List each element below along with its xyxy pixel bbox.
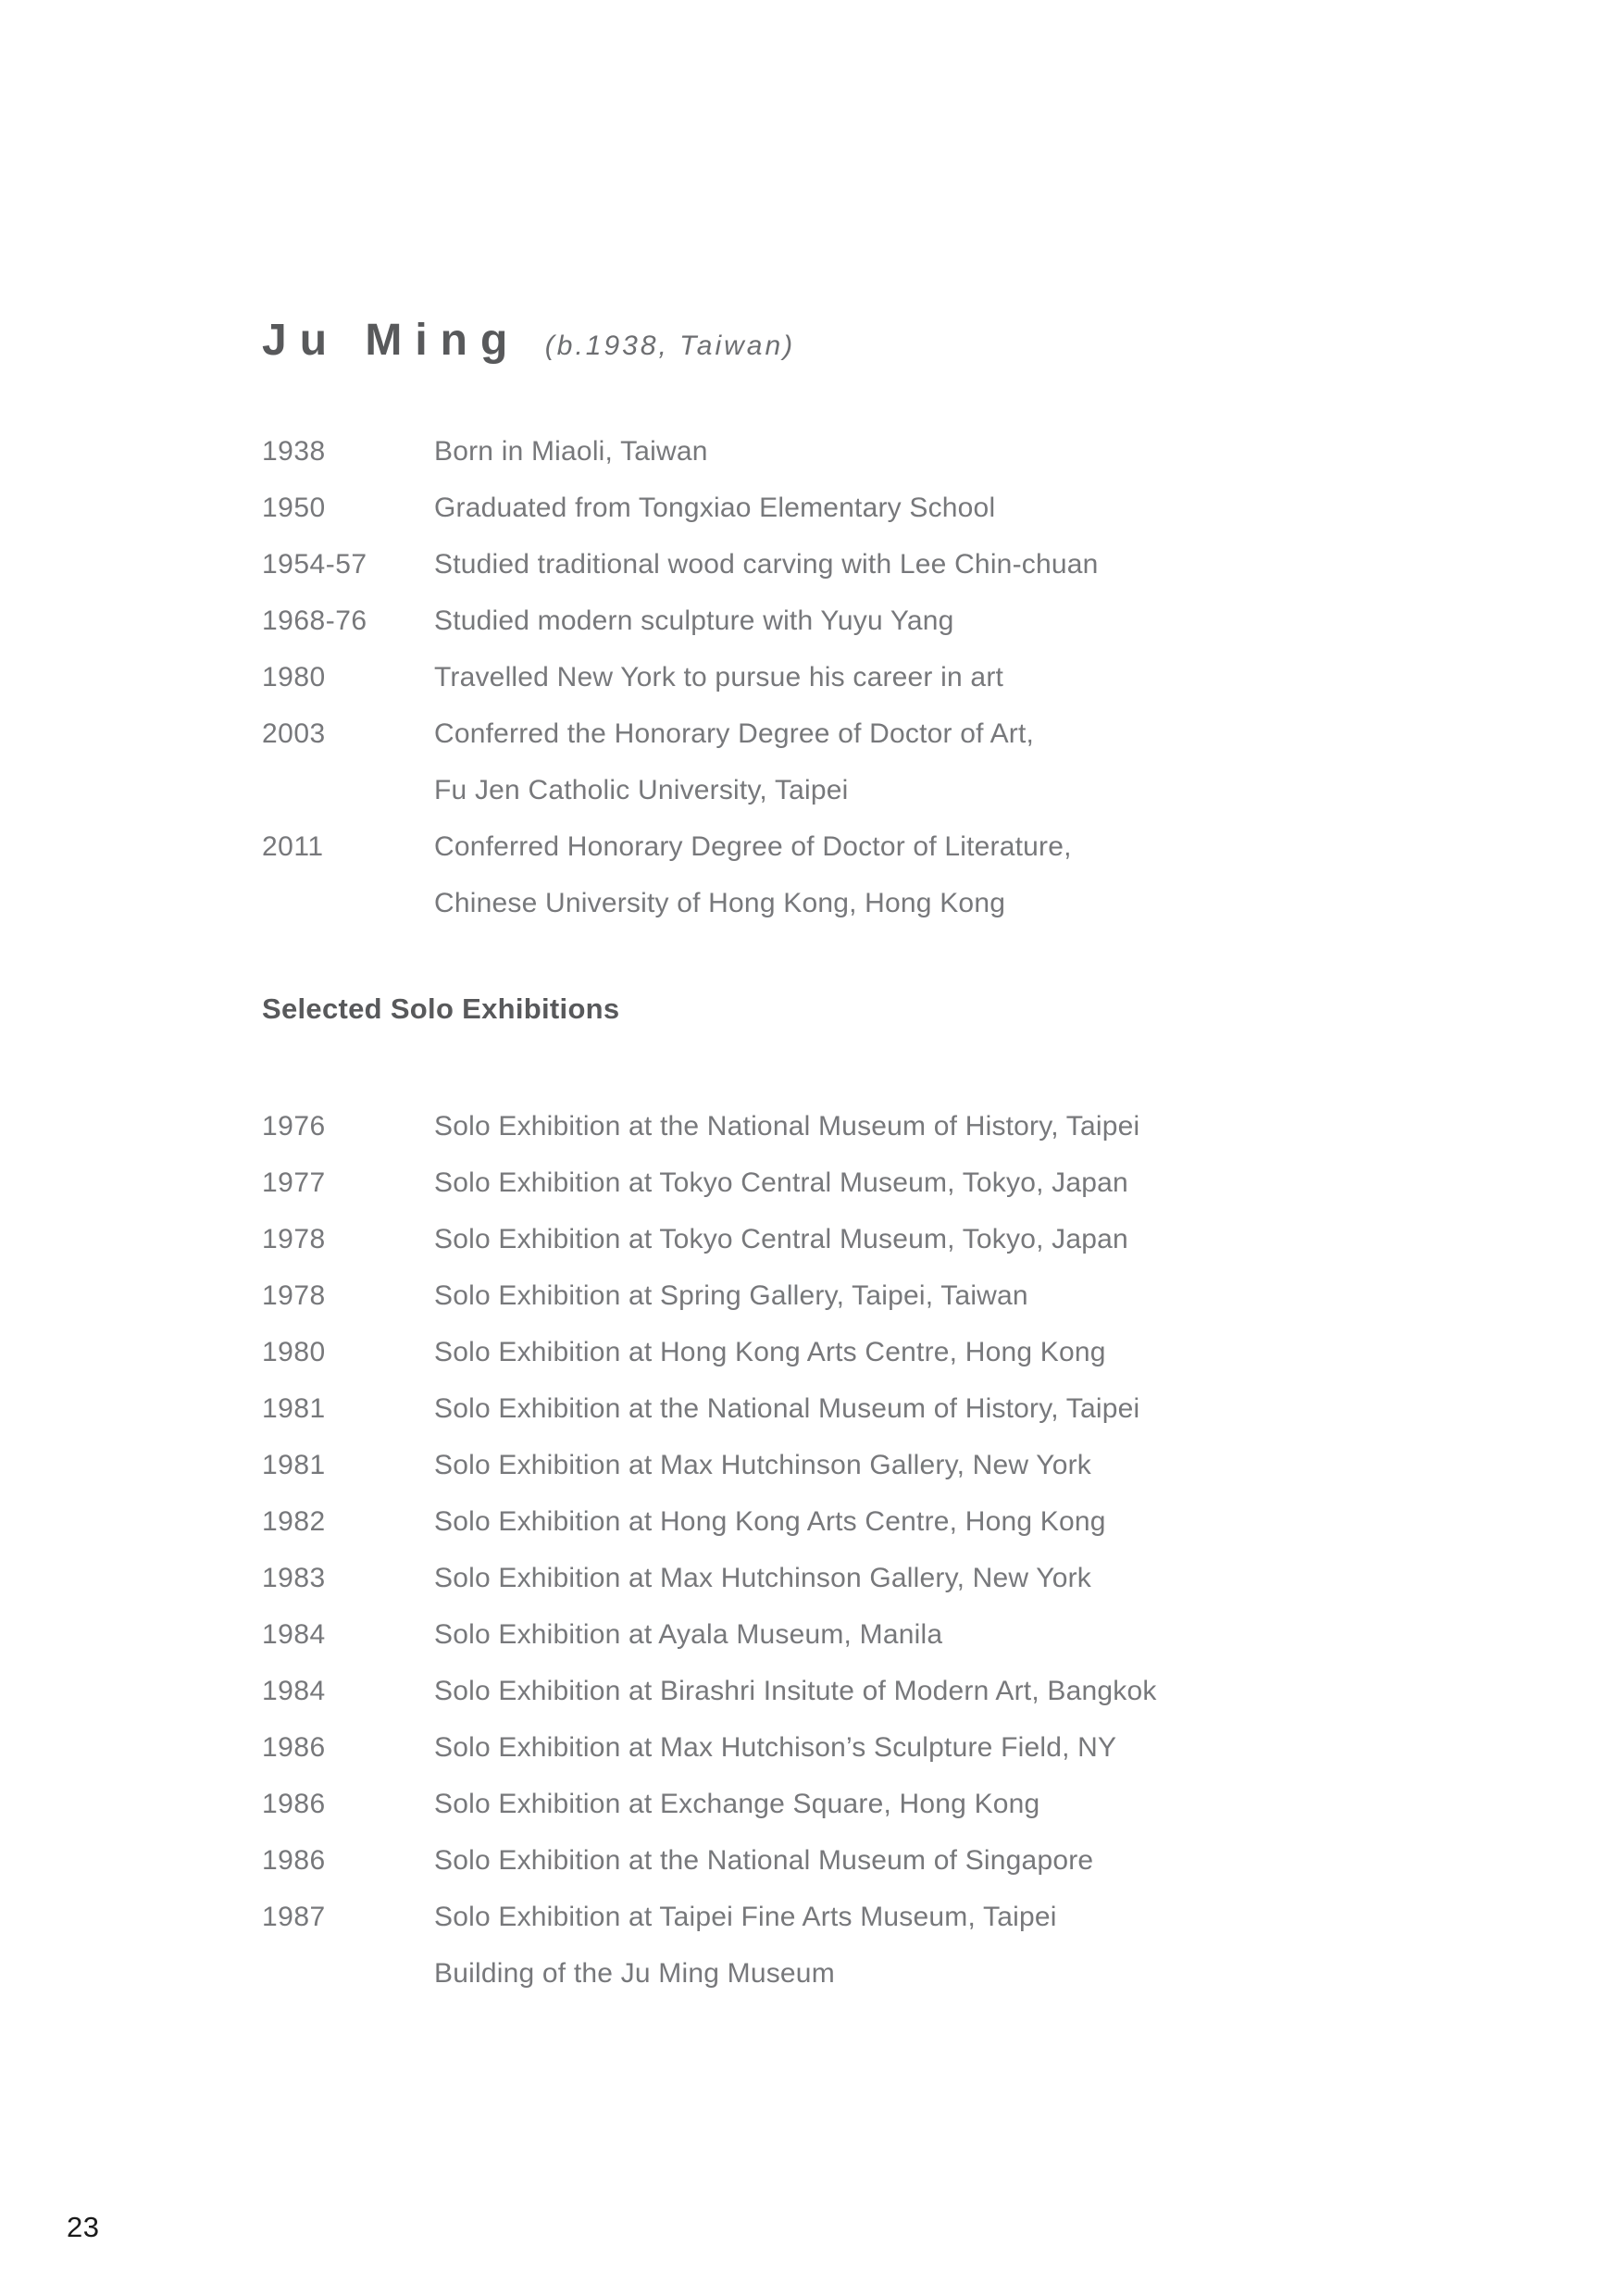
artist-header <box>262 315 1507 366</box>
entry-text: Graduated from Tongxiao Elementary School <box>434 493 996 523</box>
biography-entry <box>262 593 1507 649</box>
entry-text: Chinese University of Hong Kong, Hong Kong <box>434 888 1006 918</box>
exhibition-entry <box>262 1493 1507 1550</box>
exhibition-entry <box>262 1098 1507 1154</box>
exhibitions-list <box>262 1098 1507 2002</box>
entry-year: 1981 <box>262 1450 326 1480</box>
exhibition-entry <box>262 1324 1507 1380</box>
biography-entry <box>262 818 1507 875</box>
entry-text: Solo Exhibition at Max Hutchison’s Sculpture Field, NY <box>434 1732 1117 1763</box>
exhibition-entry <box>262 1437 1507 1493</box>
biography-entry <box>262 536 1507 593</box>
exhibition-entry <box>262 1776 1507 1832</box>
entry-text: Solo Exhibition at Max Hutchinson Gallery, New York <box>434 1563 1091 1593</box>
exhibition-entry <box>262 1380 1507 1437</box>
entry-year: 1984 <box>262 1676 326 1706</box>
biography-entry <box>262 649 1507 705</box>
entry-text: Solo Exhibition at the National Museum of History, Taipei <box>434 1111 1140 1142</box>
entry-text: Building of the Ju Ming Museum <box>434 1958 835 1989</box>
entry-text: Solo Exhibition at Exchange Square, Hong Kong <box>434 1789 1040 1819</box>
entry-text: Conferred the Honorary Degree of Doctor of Art, <box>434 718 1035 749</box>
entry-year: 2011 <box>262 831 324 862</box>
exhibition-entry <box>262 1832 1507 1889</box>
entry-year: 1984 <box>262 1619 326 1650</box>
entry-year: 1986 <box>262 1732 326 1763</box>
entry-text: Born in Miaoli, Taiwan <box>434 436 708 467</box>
entry-year: 1986 <box>262 1845 326 1876</box>
entry-year: 1980 <box>262 1337 326 1367</box>
entry-year: 1983 <box>262 1563 326 1593</box>
entry-text: Studied modern sculpture with Yuyu Yang <box>434 605 954 636</box>
exhibition-entry <box>262 1719 1507 1776</box>
entry-year: 1938 <box>262 436 326 467</box>
entry-text: Solo Exhibition at Hong Kong Arts Centre, Hong Kong <box>434 1506 1106 1537</box>
entry-text: Solo Exhibition at Spring Gallery, Taipei, Taiwan <box>434 1280 1028 1311</box>
biography-list <box>262 423 1507 931</box>
entry-year: 1950 <box>262 493 326 523</box>
entry-text: Travelled New York to pursue his career in art <box>434 662 1004 693</box>
entry-year: 1954-57 <box>262 549 367 580</box>
exhibitions-section-heading: Selected Solo Exhibitions <box>262 992 620 1025</box>
entry-year: 1978 <box>262 1280 326 1311</box>
exhibition-entry <box>262 1606 1507 1663</box>
entry-text: Solo Exhibition at Birashri Insitute of Modern Art, Bangkok <box>434 1676 1157 1706</box>
biography-entry <box>262 705 1507 762</box>
entry-year: 1987 <box>262 1902 326 1932</box>
biography-entry <box>262 875 1507 931</box>
exhibition-entry <box>262 1663 1507 1719</box>
entry-text: Solo Exhibition at Taipei Fine Arts Museum, Taipei <box>434 1902 1057 1932</box>
exhibition-entry <box>262 1267 1507 1324</box>
entry-text: Solo Exhibition at the National Museum of History, Taipei <box>434 1393 1140 1424</box>
page-number: 23 <box>67 2211 100 2243</box>
entry-year: 1986 <box>262 1789 326 1819</box>
entry-text: Fu Jen Catholic University, Taipei <box>434 775 849 805</box>
entry-year: 1978 <box>262 1224 326 1254</box>
entry-text: Studied traditional wood carving with Lee Chin-chuan <box>434 549 1099 580</box>
entry-year: 1976 <box>262 1111 326 1142</box>
entry-year: 1982 <box>262 1506 326 1537</box>
exhibition-entry <box>262 1211 1507 1267</box>
entry-year: 1977 <box>262 1167 326 1198</box>
exhibition-entry <box>262 1889 1507 1945</box>
entry-text: Solo Exhibition at the National Museum of Singapore <box>434 1845 1094 1876</box>
entry-year: 1980 <box>262 662 326 693</box>
entry-year: 1968-76 <box>262 605 367 636</box>
entry-year: 1981 <box>262 1393 326 1424</box>
entry-text: Solo Exhibition at Tokyo Central Museum, Tokyo, Japan <box>434 1167 1128 1198</box>
entry-text: Solo Exhibition at Max Hutchinson Gallery, New York <box>434 1450 1091 1480</box>
exhibition-entry <box>262 1550 1507 1606</box>
artist-birth-info: (b.1938, Taiwan) <box>544 331 796 361</box>
exhibition-entry <box>262 1154 1507 1211</box>
exhibition-entry <box>262 1945 1507 2002</box>
entry-text: Solo Exhibition at Ayala Museum, Manila <box>434 1619 943 1650</box>
entry-text: Conferred Honorary Degree of Doctor of Literature, <box>434 831 1072 862</box>
entry-text: Solo Exhibition at Tokyo Central Museum, Tokyo, Japan <box>434 1224 1128 1254</box>
biography-entry <box>262 480 1507 536</box>
biography-entry <box>262 423 1507 480</box>
artist-name: Ju Ming <box>262 316 521 365</box>
entry-text: Solo Exhibition at Hong Kong Arts Centre, Hong Kong <box>434 1337 1106 1367</box>
entry-year: 2003 <box>262 718 326 749</box>
biography-entry <box>262 762 1507 818</box>
